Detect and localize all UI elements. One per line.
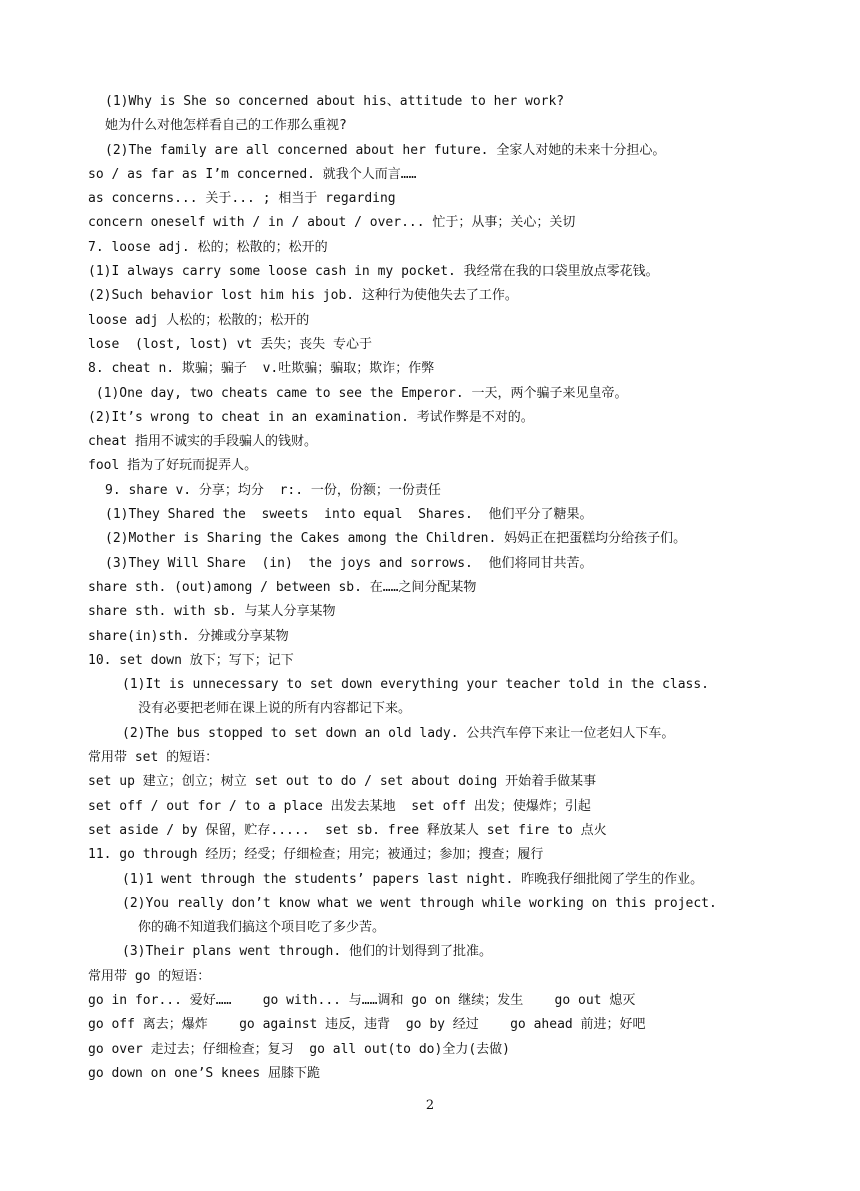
text-line: lose (lost, lost) vt 丢失；丧失 专心于 xyxy=(88,336,373,352)
text-line: (1)1 went through the students’ papers last night. 昨晚我仔细批阅了学生的作业。 xyxy=(122,871,704,887)
text-line: (1)Why is She so concerned about his、attitude to her work? xyxy=(105,94,565,109)
text-line: (3)They Will Share (in) the joys and sorrows. 他们将同甘共苦。 xyxy=(105,555,593,571)
text-line: share sth. (out)among / between sb. 在……之间分配某物 xyxy=(88,579,477,595)
page-number: 2 xyxy=(425,1098,435,1113)
text-line: 7. loose adj. 松的；松散的；松开的 xyxy=(88,239,328,255)
text-line: 11. go through 经历；经受；仔细检查；用完；被通过；参加；搜查；履行 xyxy=(88,847,544,863)
text-line: 没有必要把老师在课上说的所有内容都记下来。 xyxy=(138,701,412,717)
text-line: go in for... 爱好…… go with... 与……调和 go on 继续；发生 go out 熄灭 xyxy=(88,992,636,1008)
text-line: go off 离去；爆炸 go against 违反，违背 go by 经过 go ahead 前进；好吧 xyxy=(88,1017,646,1033)
text-line: (2)The family are all concerned about her future. 全家人对她的未来十分担心。 xyxy=(105,142,666,158)
text-line: go over 走过去；仔细检查；复习 go all out(to do)全力(去做) xyxy=(88,1041,510,1057)
text-line: as concerns... 关于... ; 相当于 regarding xyxy=(88,191,396,207)
text-line: set aside / by 保留，贮存..... set sb. free 释放某人 set fire to 点火 xyxy=(88,822,607,838)
text-line: 她为什么对他怎样看自己的工作那么重视? xyxy=(105,118,347,134)
text-line: (2)The bus stopped to set down an old lady. 公共汽车停下来让一位老妇人下车。 xyxy=(122,725,675,741)
text-line: (1)I always carry some loose cash in my pocket. 我经常在我的口袋里放点零花钱。 xyxy=(88,264,659,280)
text-line: (2)Mother is Sharing the Cakes among the Children. 妈妈正在把蛋糕均分给孩子们。 xyxy=(105,531,687,547)
text-line: (1)One day, two cheats came to see the Emperor. 一天，两个骗子来见皇帝。 xyxy=(88,385,628,401)
text-line: 常用带 set 的短语： xyxy=(88,750,219,766)
text-line: (2)You really don’t know what we went through while working on this project. xyxy=(122,895,717,911)
text-line: share(in)sth. 分摊或分享某物 xyxy=(88,628,289,644)
text-line: cheat 指用不诚实的手段骗人的钱财。 xyxy=(88,434,317,450)
text-line: (1)They Shared the sweets into equal Shares. 他们平分了糖果。 xyxy=(105,507,593,523)
text-line: share sth. with sb. 与某人分享某物 xyxy=(88,604,336,620)
text-line: concern oneself with / in / about / over... 忙于；从事；关心；关切 xyxy=(88,215,576,231)
text-line: 10. set down 放下；写下；记下 xyxy=(88,652,294,668)
text-line: so / as far as I’m concerned. 就我个人而言…… xyxy=(88,166,417,182)
text-line: (2)Such behavior lost him his job. 这种行为使他失去了工作。 xyxy=(88,288,518,304)
text-line: 9. share v. 分享；均分 r:. 一份，份额；一份责任 xyxy=(105,482,441,498)
text-line: (3)Their plans went through. 他们的计划得到了批准。 xyxy=(122,944,492,960)
text-line: 8. cheat n. 欺骗；骗子 v.吐欺骗；骗取；欺诈；作弊 xyxy=(88,361,435,377)
text-line: set up 建立；创立；树立 set out to do / set about doing 开始着手做某事 xyxy=(88,774,597,790)
text-line: set off / out for / to a place 出发去某地 set off 出发；使爆炸；引起 xyxy=(88,798,591,814)
text-line: 你的确不知道我们搞这个项目吃了多少苦。 xyxy=(138,920,386,936)
text-body xyxy=(88,90,768,1086)
text-line: (2)It’s wrong to cheat in an examination. 考试作弊是不对的。 xyxy=(88,409,534,425)
text-line: (1)It is unnecessary to set down everything your teacher told in the class. xyxy=(122,677,709,693)
text-line: go down on one’S knees 屈膝下跪 xyxy=(88,1065,321,1081)
text-line: fool 指为了好玩而捉弄人。 xyxy=(88,458,258,474)
text-line: 常用带 go 的短语： xyxy=(88,968,211,984)
text-line: loose adj 人松的；松散的；松开的 xyxy=(88,312,310,328)
